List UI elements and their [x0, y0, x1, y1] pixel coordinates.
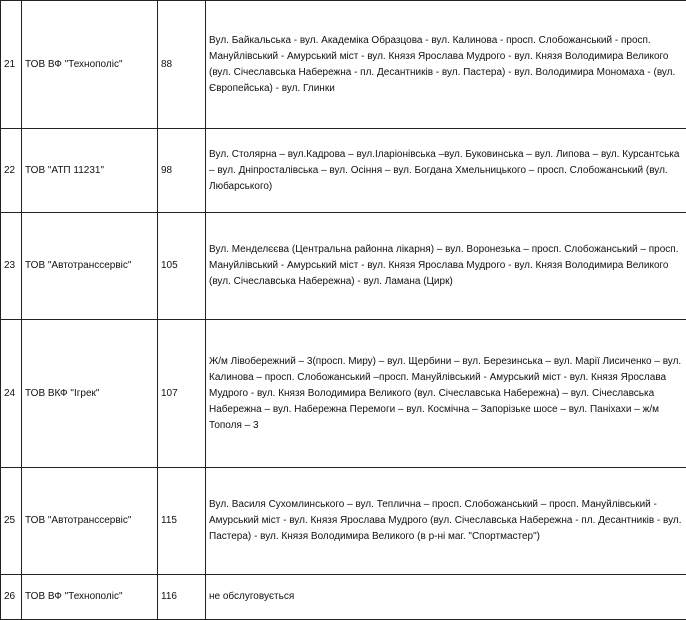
table-row	[1, 1, 686, 129]
route-number: 115	[158, 468, 206, 575]
table-row	[1, 213, 686, 320]
row-number: 21	[1, 1, 22, 129]
table-row	[1, 320, 686, 468]
operator-name: ТОВ ВФ "Технополіс"	[22, 1, 158, 129]
route-streets: Вул. Менделєєва (Центральна районна лікарня) – вул. Воронезька – просп. Слобожанський – просп. Мануйлівський - Амурський міст - вул. Князя Ярослава Мудрого - вул. Князя Володимира Великого (вул. Січеславська Набережна) - вул. Ламана (Цирк)	[206, 213, 686, 320]
row-number: 25	[1, 468, 22, 575]
route-streets: Вул. Василя Сухомлинського – вул. Теплична – просп. Слобожанський – просп. Мануйлівський - Амурський міст - вул. Князя Ярослава Мудрого (вул. Січеславська Набережна - пл. Десантників - вул. Пастера) - вул. Князя Володимира Великого (в р-ні маг. "Спортмастер")	[206, 468, 686, 575]
operator-name: ТОВ ВФ "Технополіс"	[22, 575, 158, 620]
route-number: 107	[158, 320, 206, 468]
route-number: 116	[158, 575, 206, 620]
table-row	[1, 468, 686, 575]
operator-name: ТОВ "Автотранссервіс"	[22, 213, 158, 320]
table-row	[1, 575, 686, 620]
row-number: 26	[1, 575, 22, 620]
route-number: 88	[158, 1, 206, 129]
operator-name: ТОВ "Автотранссервіс"	[22, 468, 158, 575]
operator-name: ТОВ "АТП 11231"	[22, 129, 158, 213]
operator-name: ТОВ ВКФ "Ігрек"	[22, 320, 158, 468]
table-row	[1, 129, 686, 213]
route-streets: не обслуговується	[206, 575, 686, 620]
row-number: 23	[1, 213, 22, 320]
route-number: 98	[158, 129, 206, 213]
route-streets: Ж/м Лівобережний – 3(просп. Миру) – вул. Щербини – вул. Березинська – вул. Марії Лисиченко – вул. Калинова – просп. Слобожанський –просп. Мануйлівський - Амурський міст - вул. Князя Ярослава Мудрого - вул. Князя Володимира Великого (вул. Січеславська Набережна) – вул. Січеславська Набережна – вул. Набережна Перемоги – вул. Космічна – Запорізьке шосе – вул. Паніхахи – ж/м Тополя – 3	[206, 320, 686, 468]
row-number: 22	[1, 129, 22, 213]
route-streets: Вул. Столярна – вул.Кадрова – вул.Іларіонівська –вул. Буковинська – вул. Липова – вул. Курсантська – вул. Дніпросталівська – вул. Осіння – вул. Богдана Хмельницького – просп. Слобожанський (вул. Любарського)	[206, 129, 686, 213]
row-number: 24	[1, 320, 22, 468]
route-streets: Вул. Байкальська - вул. Академіка Образцова - вул. Калинова - просп. Слобожанський - просп. Мануйлівський - Амурський міст - вул. Князя Ярослава Мудрого - вул. Князя Володимира Великого (вул. Січеславська Набережна - пл. Десантників - вул. Пастера) - вул. Володимира Мономаха - (вул. Європейська) - вул. Глинки	[206, 1, 686, 129]
route-number: 105	[158, 213, 206, 320]
